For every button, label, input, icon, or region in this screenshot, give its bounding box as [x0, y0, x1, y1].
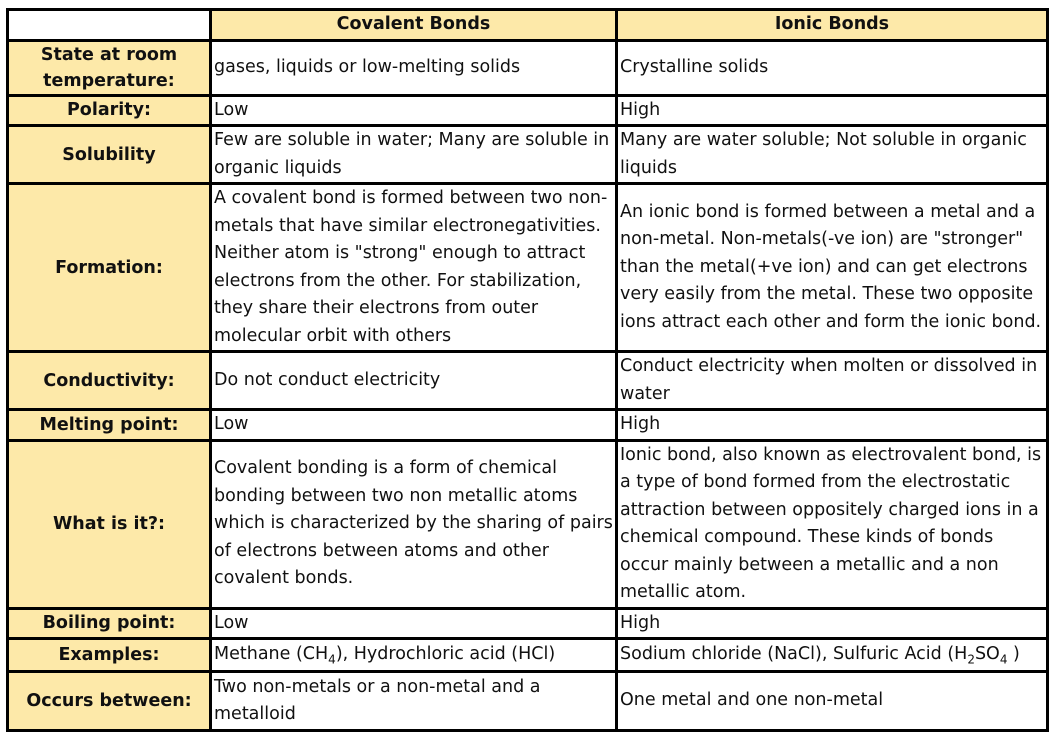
- table-row: [8, 184, 1048, 352]
- row-label-what-is-it: What is it?:: [8, 440, 211, 608]
- row-label-conductivity: Conductivity:: [8, 352, 211, 410]
- covalent-state-cell: gases, liquids or low-melting solids: [211, 40, 617, 95]
- ionic-solubility-cell: Many are water soluble; Not soluble in organic liquids: [617, 126, 1048, 184]
- covalent-examples-cell: [211, 639, 617, 672]
- covalent-examples-text: Methane (CH: [214, 644, 329, 665]
- covalent-column-header: Covalent Bonds: [211, 10, 617, 41]
- ionic-examples-text: ): [1007, 644, 1020, 665]
- row-label-occurs-between: Occurs between:: [8, 672, 211, 731]
- ionic-occurs-between-cell: One metal and one non-metal: [617, 672, 1048, 731]
- ionic-formation-cell: An ionic bond is formed between a metal and a non-metal. Non-metals(-ve ion) are "stronger" than the metal(+ve ion) and can get electrons very easily from the metal. These two opposite ions attract each other and form the ionic bond.: [617, 184, 1048, 352]
- ionic-column-header: Ionic Bonds: [617, 10, 1048, 41]
- table-row: [8, 352, 1048, 410]
- covalent-conductivity-cell: Do not conduct electricity: [211, 352, 617, 410]
- ionic-examples-cell: [617, 639, 1048, 672]
- covalent-melting-point-cell: Low: [211, 410, 617, 441]
- table-row: [8, 40, 1048, 95]
- covalent-formation-cell: A covalent bond is formed between two non-metals that have similar electronegativities. Neither atom is "strong" enough to attract electrons from the other. For stabilization, they share their electrons from outer molecular orbit with others: [211, 184, 617, 352]
- table-row: [8, 126, 1048, 184]
- ionic-state-cell: Crystalline solids: [617, 40, 1048, 95]
- covalent-examples-text: ), Hydrochloric acid (HCl): [335, 644, 556, 665]
- subscript: 4: [328, 652, 336, 667]
- row-label-examples: Examples:: [8, 639, 211, 672]
- row-label-boiling-point: Boiling point:: [8, 608, 211, 639]
- covalent-definition-cell: Covalent bonding is a form of chemical bonding between two non metallic atoms which is characterized by the sharing of pairs of electrons between atoms and other covalent bonds.: [211, 440, 617, 608]
- ionic-polarity-cell: High: [617, 95, 1048, 126]
- table-row: [8, 672, 1048, 731]
- ionic-boiling-point-cell: High: [617, 608, 1048, 639]
- ionic-examples-text: SO: [974, 644, 1000, 665]
- covalent-polarity-cell: Low: [211, 95, 617, 126]
- table-row: [8, 440, 1048, 608]
- ionic-melting-point-cell: High: [617, 410, 1048, 441]
- row-label-formation: Formation:: [8, 184, 211, 352]
- row-label-polarity: Polarity:: [8, 95, 211, 126]
- subscript: 2: [967, 652, 975, 667]
- ionic-examples-text: Sodium chloride (NaCl), Sulfuric Acid (H: [620, 644, 968, 665]
- header-row: [8, 10, 1048, 41]
- row-label-state: State at room temperature:: [8, 40, 211, 95]
- table-row: [8, 608, 1048, 639]
- row-label-melting-point: Melting point:: [8, 410, 211, 441]
- covalent-solubility-cell: Few are soluble in water; Many are soluble in organic liquids: [211, 126, 617, 184]
- table-row: [8, 95, 1048, 126]
- bonds-comparison-table: [6, 8, 1049, 732]
- corner-cell: [8, 10, 211, 41]
- ionic-definition-cell: Ionic bond, also known as electrovalent bond, is a type of bond formed from the electrostatic attraction between oppositely charged ions in a chemical compound. These kinds of bonds occur mainly between a metallic and a non metallic atom.: [617, 440, 1048, 608]
- table-row: [8, 639, 1048, 672]
- covalent-boiling-point-cell: Low: [211, 608, 617, 639]
- row-label-solubility: Solubility: [8, 126, 211, 184]
- table-row: [8, 410, 1048, 441]
- ionic-conductivity-cell: Conduct electricity when molten or dissolved in water: [617, 352, 1048, 410]
- subscript: 4: [999, 652, 1008, 667]
- covalent-occurs-between-cell: Two non-metals or a non-metal and a metalloid: [211, 672, 617, 731]
